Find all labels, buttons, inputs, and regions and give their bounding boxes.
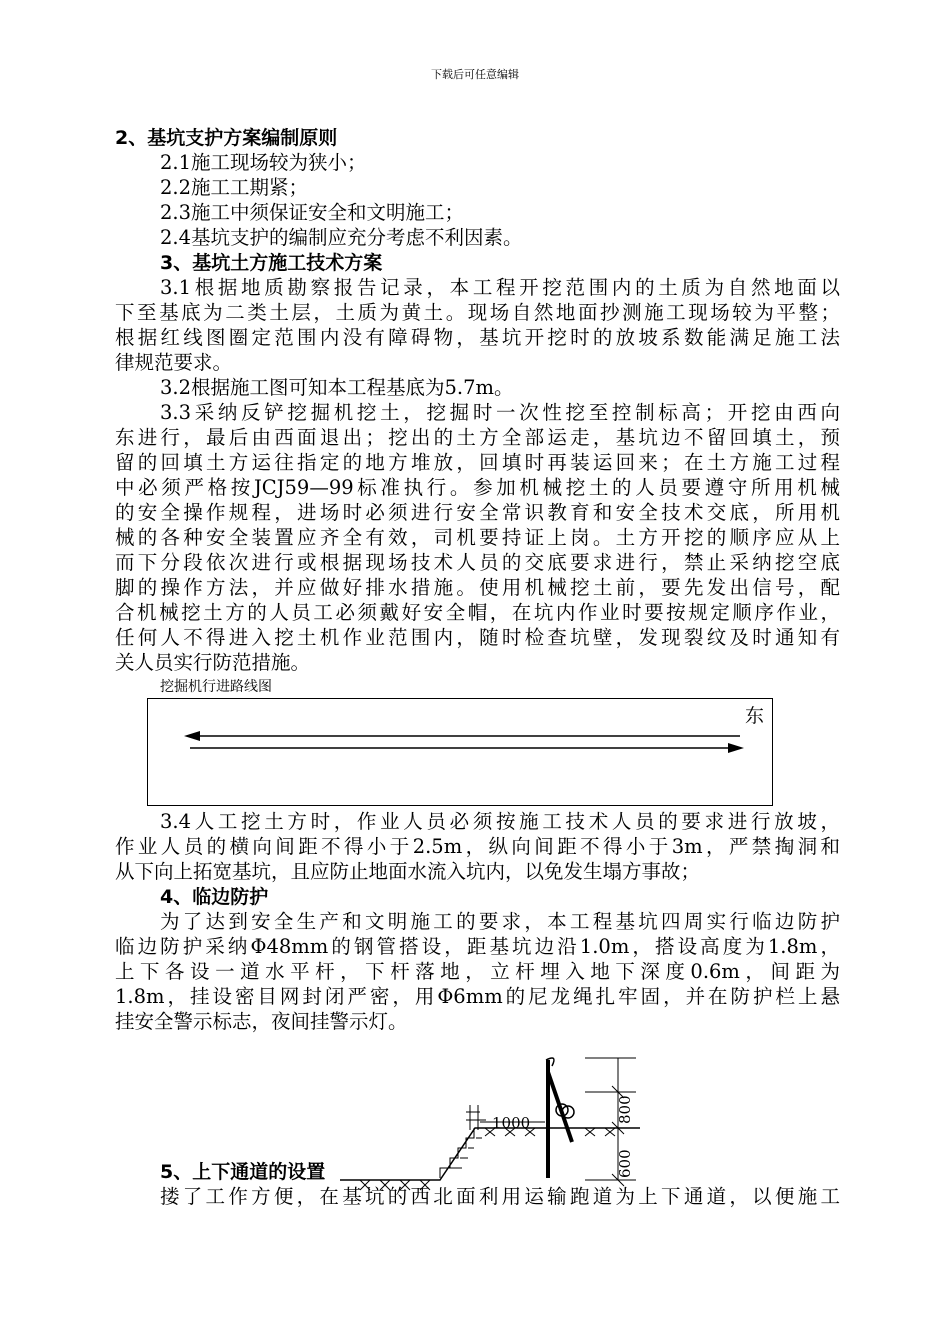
excavator-route-diagram (147, 698, 773, 806)
para-3-3-line: 械的各种安全装置应齐全有效，司机要持证上岗。土方开挖的顺序应从上 (115, 526, 840, 549)
para-4-line: 临边防护采纳Φ48mm的钢管搭设，距基坑边沿1.0m，搭设高度为1.8m， (115, 935, 840, 958)
para-3-4-line: 作业人员的横向间距不得小于2.5m，纵向间距不得小于3m，严禁掏洞和 (115, 835, 840, 858)
para-3-1-line: 律规范要求。 (115, 351, 233, 374)
east-label: 东 (744, 705, 764, 727)
para-3-1-line: 根据红线图圈定范围内没有障碍物，基坑开挖时的放坡系数能满足施工法 (115, 326, 840, 349)
para-4-line: 1.8m，挂设密目网封闭严密，用Φ6mm的尼龙绳扎牢固，并在防护栏上悬 (115, 985, 840, 1008)
section-3-heading: 3、基坑土方施工技术方案 (160, 252, 383, 274)
para-3-3-line: 留的回填土方运往指定的地方堆放，回填时再装运回来；在土方施工过程 (115, 451, 840, 474)
section-5-heading: 5、上下通道的设置 (160, 1161, 326, 1183)
item-2-4: 2.4基坑支护的编制应充分考虑不利因素。 (160, 226, 523, 249)
para-3-3-line: 而下分段依次进行或根据现场技术人员的交底要求进行，禁止采纳挖空底 (115, 551, 840, 574)
para-5-line: 搂了工作方便，在基坑的西北面利用运输跑道为上下通道，以便施工 (160, 1185, 840, 1208)
page-header: 下载后可任意编辑 (431, 68, 519, 81)
para-3-4-line: 3.4人工挖土方时，作业人员必须按施工技术人员的要求进行放坡， (160, 810, 840, 833)
para-3-3-line: 东进行，最后由西面退出；挖出的土方全部运走，基坑边不留回填土，预 (115, 426, 840, 449)
section-2-heading: 2、基坑支护方案编制原则 (115, 127, 338, 149)
para-4-line: 上下各设一道水平杆，下杆落地，立杆埋入地下深度0.6m，间距为 (115, 960, 840, 983)
para-3-1-line: 3.1根据地质勘察报告记录，本工程开挖范围内的土质为自然地面以 (160, 276, 840, 299)
para-3-3-line: 的安全操作规程，进场时必须进行安全常识教育和安全技术交底，所用机 (115, 501, 840, 524)
para-3-3-line: 关人员实行防范措施。 (115, 651, 311, 674)
para-4-line: 为了达到安全生产和文明施工的要求，本工程基坑四周实行临边防护 (160, 910, 840, 933)
para-3-3-line: 3.3采纳反铲挖掘机挖土，挖掘时一次性挖至控制标高；开挖由西向 (160, 401, 840, 424)
para-3-1-line: 下至基底为二类土层，土质为黄土。现场自然地面抄测施工现场较为平整； (115, 301, 840, 324)
route-arrow-graphic (148, 699, 774, 807)
section-4-heading: 4、临边防护 (160, 886, 269, 908)
para-3-3-line: 中必须严格按JCJ59—99标准执行。参加机械挖土的人员要遵守所用机械 (115, 476, 840, 499)
dim-1000: 1000 (492, 1114, 531, 1132)
item-2-2: 2.2施工工期紧； (160, 176, 309, 199)
para-3-2: 3.2根据施工图可知本工程基底为5.7m。 (160, 376, 514, 399)
para-3-4-line: 从下向上拓宽基坑，且应防止地面水流入坑内，以免发生塌方事故； (115, 860, 701, 883)
para-4-line: 挂安全警示标志，夜间挂警示灯。 (115, 1010, 408, 1033)
item-2-1: 2.1施工现场较为狭小； (160, 151, 367, 174)
route-diagram-caption: 挖掘机行进路线图 (160, 679, 272, 695)
para-3-3-line: 合机械挖土方的人员工必须戴好安全帽，在坑内作业时要按规定顺序作业， (115, 601, 840, 624)
dim-800: 800 (616, 1095, 634, 1124)
item-2-3: 2.3施工中须保证安全和文明施工； (160, 201, 465, 224)
para-3-3-line: 脚的操作方法，并应做好排水措施。使用机械挖土前，要先发出信号，配 (115, 576, 840, 599)
para-3-3-line: 任何人不得进入挖土机作业范围内，随时检查坑壁，发现裂纹及时通知有 (115, 626, 840, 649)
dim-600: 600 (616, 1149, 634, 1178)
